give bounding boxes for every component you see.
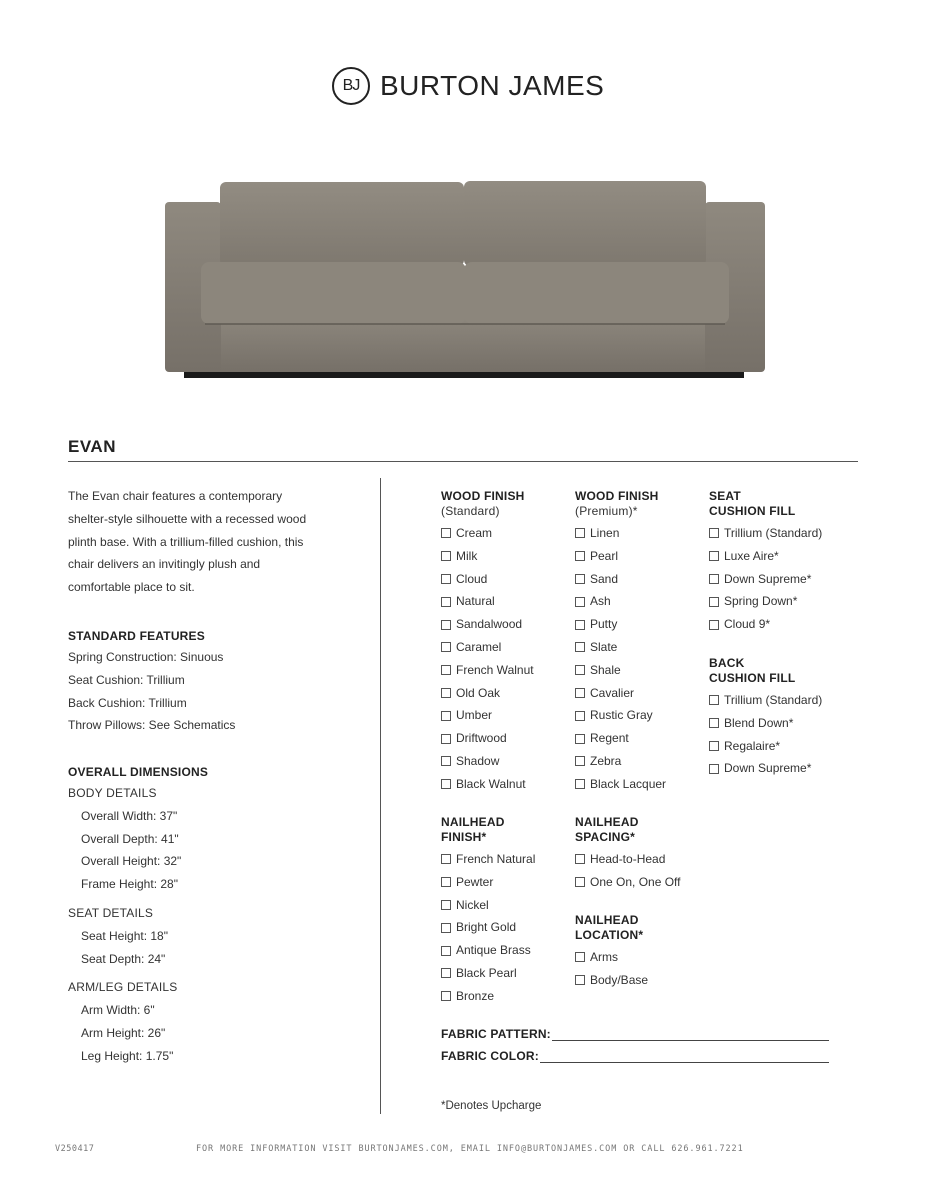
option-label: Arms	[590, 950, 618, 964]
heading-text: LOCATION*	[575, 928, 644, 942]
version-code: V250417	[55, 1144, 95, 1154]
option-checkbox-item[interactable]	[709, 590, 822, 613]
option-label: Cloud	[456, 571, 488, 586]
option-checkbox-item[interactable]	[709, 613, 822, 636]
option-list	[575, 848, 681, 894]
checkbox-icon[interactable]	[441, 923, 451, 933]
sofa-seat-cushion-left	[201, 262, 466, 324]
option-list	[575, 946, 648, 992]
option-list	[709, 689, 822, 780]
standard-features-heading: STANDARD FEATURES	[68, 629, 205, 643]
monogram-logo	[332, 67, 370, 105]
title-divider	[68, 461, 858, 462]
option-label: Cream	[456, 526, 493, 540]
fabric-color-field[interactable]	[441, 1049, 829, 1063]
option-checkbox-item[interactable]	[709, 735, 822, 758]
seat-cushion-fill-heading	[709, 489, 822, 519]
standard-features-section	[68, 629, 235, 737]
checkbox-icon[interactable]	[709, 695, 719, 705]
option-checkbox-item[interactable]	[575, 969, 648, 992]
option-checkbox-item[interactable]	[441, 522, 534, 545]
option-label: Down Supreme*	[724, 761, 812, 776]
checkbox-icon[interactable]	[575, 642, 585, 652]
option-label: Cloud 9*	[724, 617, 771, 632]
heading-text: NAILHEAD	[575, 913, 639, 927]
fabric-color-input[interactable]	[540, 1052, 829, 1063]
dimension-item: Overall Width: 37"	[81, 808, 178, 823]
checkbox-icon[interactable]	[441, 779, 451, 789]
feature-item: Back Cushion: Trillium	[68, 695, 187, 710]
checkbox-icon[interactable]	[441, 551, 451, 561]
heading-text: SEAT	[709, 489, 741, 503]
checkbox-icon[interactable]	[575, 877, 585, 887]
checkbox-icon[interactable]	[441, 711, 451, 721]
heading-text: NAILHEAD	[575, 815, 639, 829]
option-checkbox-item[interactable]	[709, 522, 822, 545]
option-label: Shale	[590, 662, 621, 677]
feature-item: Seat Cushion: Trillium	[68, 672, 185, 687]
option-checkbox-item[interactable]	[575, 659, 666, 682]
option-label: Spring Down*	[724, 594, 798, 609]
option-checkbox-item[interactable]	[709, 757, 822, 780]
checkbox-icon[interactable]	[441, 528, 451, 538]
option-checkbox-item[interactable]	[575, 848, 681, 871]
option-checkbox-item[interactable]	[441, 659, 534, 682]
option-label: Zebra	[590, 753, 622, 768]
checkbox-icon[interactable]	[441, 688, 451, 698]
checkbox-icon[interactable]	[441, 991, 451, 1001]
option-checkbox-item[interactable]	[709, 689, 822, 712]
option-label: Putty	[590, 617, 618, 632]
dimension-item: Arm Width: 6"	[81, 1003, 155, 1018]
seat-details-heading: SEAT DETAILS	[68, 905, 154, 920]
dimension-item: Frame Height: 28"	[81, 877, 178, 892]
option-list	[575, 522, 666, 796]
dimension-item: Leg Height: 1.75"	[81, 1048, 174, 1063]
option-label: French Natural	[456, 852, 536, 866]
option-checkbox-item[interactable]	[441, 682, 534, 705]
option-checkbox-item[interactable]	[441, 894, 535, 917]
heading-text: CUSHION FILL	[709, 504, 796, 518]
back-cushion-fill-heading	[709, 656, 822, 686]
heading-text: BACK	[709, 656, 745, 670]
option-label: Black Walnut	[456, 776, 526, 791]
fabric-pattern-label: FABRIC PATTERN:	[441, 1027, 551, 1041]
option-label: Bronze	[456, 988, 495, 1003]
option-label: Trillium (Standard)	[724, 526, 823, 540]
option-label: Ash	[590, 594, 611, 609]
heading-subtext: (Premium)*	[575, 504, 638, 518]
sofa-back-cushion-left	[220, 182, 464, 266]
option-checkbox-item[interactable]	[441, 704, 534, 727]
option-label: Head-to-Head	[590, 852, 666, 866]
option-checkbox-item[interactable]	[441, 962, 535, 985]
heading-text: CUSHION FILL	[709, 671, 796, 685]
product-image-sofa	[160, 170, 770, 390]
fabric-color-label: FABRIC COLOR:	[441, 1049, 539, 1063]
option-label: Regalaire*	[724, 738, 781, 753]
heading-text: SPACING*	[575, 830, 636, 844]
option-label: Slate	[590, 639, 618, 654]
option-checkbox-item[interactable]	[575, 590, 666, 613]
checkbox-icon[interactable]	[575, 574, 585, 584]
checkbox-icon[interactable]	[575, 734, 585, 744]
checkbox-icon[interactable]	[441, 574, 451, 584]
seat-cushion-fill-group	[709, 489, 822, 636]
option-checkbox-item[interactable]	[709, 568, 822, 591]
option-checkbox-item[interactable]	[575, 568, 666, 591]
option-checkbox-item[interactable]	[441, 636, 534, 659]
column-divider	[380, 478, 381, 1114]
option-checkbox-item[interactable]	[441, 916, 535, 939]
option-checkbox-item[interactable]	[575, 636, 666, 659]
option-label: Milk	[456, 548, 478, 563]
option-checkbox-item[interactable]	[441, 871, 535, 894]
option-label: Old Oak	[456, 685, 501, 700]
heading-subtext: (Standard)	[441, 504, 500, 518]
contact-info: FOR MORE INFORMATION VISIT BURTONJAMES.COM, EMAIL INFO@BURTONJAMES.COM OR CALL 626.961.7221	[196, 1144, 744, 1154]
option-checkbox-item[interactable]	[441, 727, 534, 750]
nailhead-location-group	[575, 913, 648, 992]
checkbox-icon[interactable]	[575, 528, 585, 538]
option-label: Body/Base	[590, 972, 649, 987]
sofa-back-cushion-right	[464, 181, 706, 266]
nailhead-finish-heading	[441, 815, 535, 845]
body-details-heading: BODY DETAILS	[68, 786, 157, 800]
product-title: EVAN	[68, 437, 116, 456]
upcharge-note: *Denotes Upcharge	[441, 1100, 542, 1112]
brand-logo	[332, 62, 604, 110]
nailhead-spacing-heading	[575, 815, 681, 845]
checkbox-icon[interactable]	[441, 877, 451, 887]
nailhead-spacing-group	[575, 815, 681, 894]
option-list	[441, 848, 535, 1008]
option-label: Caramel	[456, 639, 502, 654]
checkbox-icon[interactable]	[575, 779, 585, 789]
checkbox-icon[interactable]	[575, 688, 585, 698]
dimensions-heading: OVERALL DIMENSIONS	[68, 765, 209, 779]
option-label: Antique Brass	[456, 943, 531, 958]
dimension-item: Overall Height: 32"	[81, 854, 182, 869]
feature-item: Spring Construction: Sinuous	[68, 650, 224, 664]
option-checkbox-item[interactable]	[575, 773, 666, 796]
option-checkbox-item[interactable]	[709, 545, 822, 568]
checkbox-icon[interactable]	[709, 551, 719, 561]
option-checkbox-item[interactable]	[575, 750, 666, 773]
heading-text: WOOD FINISH	[441, 489, 525, 503]
fabric-pattern-input[interactable]	[552, 1030, 829, 1041]
dimension-item: Seat Depth: 24"	[81, 951, 166, 966]
arm-leg-details-heading: ARM/LEG DETAILS	[68, 980, 178, 995]
option-label: Black Pearl	[456, 965, 517, 980]
option-label: French Walnut	[456, 662, 534, 677]
option-checkbox-item[interactable]	[441, 985, 535, 1008]
checkbox-icon[interactable]	[709, 718, 719, 728]
nailhead-finish-group	[441, 815, 535, 1008]
option-checkbox-item[interactable]	[441, 590, 534, 613]
product-description: The Evan chair features a contemporary shelter-style silhouette with a recessed wood plinth base. With a trillium-filled cushion, this chair delivers an invitingly plush and comfortable place to sit.	[68, 489, 307, 595]
option-list	[441, 522, 534, 796]
option-label: Cavalier	[590, 685, 635, 700]
option-checkbox-item[interactable]	[441, 848, 535, 871]
option-checkbox-item[interactable]	[441, 613, 534, 636]
option-list	[709, 522, 822, 636]
option-label: Blend Down*	[724, 715, 794, 730]
option-checkbox-item[interactable]	[575, 727, 666, 750]
option-label: Pewter	[456, 874, 494, 889]
feature-item: Throw Pillows: See Schematics	[68, 718, 236, 733]
option-label: Pearl	[590, 548, 619, 563]
checkbox-icon[interactable]	[441, 665, 451, 675]
option-checkbox-item[interactable]	[441, 568, 534, 591]
option-checkbox-item[interactable]	[575, 946, 648, 969]
option-label: Regent	[590, 731, 629, 746]
option-checkbox-item[interactable]	[441, 545, 534, 568]
option-label: One On, One Off	[590, 874, 681, 889]
wood-finish-standard-heading	[441, 489, 534, 519]
option-label: Rustic Gray	[590, 708, 653, 723]
dimension-item: Arm Height: 26"	[81, 1025, 166, 1040]
checkbox-icon[interactable]	[575, 711, 585, 721]
option-label: Trillium (Standard)	[724, 693, 823, 707]
checkbox-icon[interactable]	[709, 528, 719, 538]
heading-text: WOOD FINISH	[575, 489, 659, 503]
option-checkbox-item[interactable]	[441, 773, 534, 796]
checkbox-icon[interactable]	[709, 764, 719, 774]
checkbox-icon[interactable]	[575, 620, 585, 630]
checkbox-icon[interactable]	[575, 597, 585, 607]
option-label: Linen	[590, 526, 620, 540]
option-label: Sand	[590, 571, 619, 586]
option-label: Shadow	[456, 753, 500, 768]
checkbox-icon[interactable]	[575, 975, 585, 985]
checkbox-icon[interactable]	[441, 642, 451, 652]
option-label: Luxe Aire*	[724, 548, 779, 563]
dimension-item: Seat Height: 18"	[81, 928, 168, 943]
checkbox-icon[interactable]	[441, 968, 451, 978]
heading-text: NAILHEAD	[441, 815, 505, 829]
checkbox-icon[interactable]	[709, 574, 719, 584]
wood-finish-standard-group	[441, 489, 534, 796]
option-label: Sandalwood	[456, 617, 523, 632]
heading-text: FINISH*	[441, 830, 487, 844]
option-label: Black Lacquer	[590, 776, 667, 791]
option-label: Driftwood	[456, 731, 507, 746]
option-label: Bright Gold	[456, 920, 517, 935]
checkbox-icon[interactable]	[441, 620, 451, 630]
sofa-seat-cushion-right	[464, 262, 729, 324]
checkbox-icon[interactable]	[441, 756, 451, 766]
checkbox-icon[interactable]	[575, 665, 585, 675]
brand-name: BURTON JAMES	[380, 70, 605, 101]
fabric-pattern-field[interactable]	[441, 1027, 829, 1041]
checkbox-icon[interactable]	[709, 741, 719, 751]
option-checkbox-item[interactable]	[575, 682, 666, 705]
checkbox-icon[interactable]	[441, 597, 451, 607]
option-checkbox-item[interactable]	[441, 750, 534, 773]
option-checkbox-item[interactable]	[575, 704, 666, 727]
back-cushion-fill-group	[709, 656, 822, 780]
option-checkbox-item[interactable]	[575, 613, 666, 636]
option-label: Umber	[456, 708, 493, 723]
option-checkbox-item[interactable]	[709, 712, 822, 735]
option-checkbox-item[interactable]	[575, 545, 666, 568]
nailhead-location-heading	[575, 913, 648, 943]
checkbox-icon[interactable]	[709, 620, 719, 630]
checkbox-icon[interactable]	[441, 734, 451, 744]
checkbox-icon[interactable]	[575, 551, 585, 561]
checkbox-icon[interactable]	[575, 952, 585, 962]
dimensions-section	[68, 765, 208, 1068]
wood-finish-premium-heading	[575, 489, 666, 519]
dimension-item: Overall Depth: 41"	[81, 831, 179, 846]
checkbox-icon[interactable]	[441, 946, 451, 956]
checkbox-icon[interactable]	[575, 756, 585, 766]
wood-finish-premium-group	[575, 489, 666, 796]
option-checkbox-item[interactable]	[441, 939, 535, 962]
checkbox-icon[interactable]	[709, 597, 719, 607]
checkbox-icon[interactable]	[575, 854, 585, 864]
option-label: Natural	[456, 594, 495, 609]
option-label: Down Supreme*	[724, 571, 812, 586]
monogram-text: BJ	[342, 77, 360, 94]
option-checkbox-item[interactable]	[575, 871, 681, 894]
checkbox-icon[interactable]	[441, 900, 451, 910]
option-label: Nickel	[456, 897, 489, 912]
option-checkbox-item[interactable]	[575, 522, 666, 545]
checkbox-icon[interactable]	[441, 854, 451, 864]
